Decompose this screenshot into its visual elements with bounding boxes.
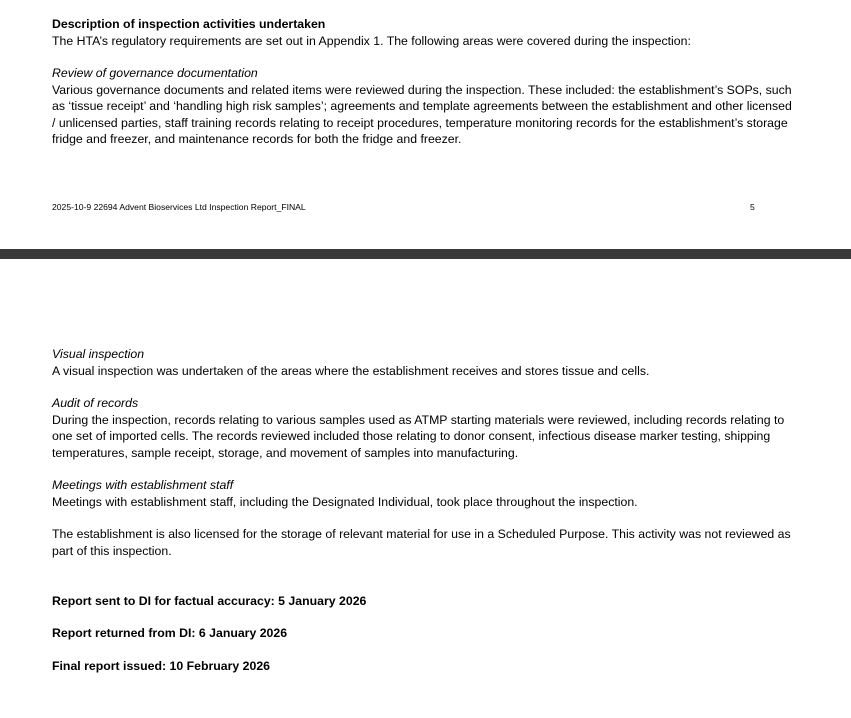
meetings-line: Meetings with establishment staff, including the Designated Individual, took place throughout the inspection.: [52, 494, 638, 509]
visual-inspection-title: Visual inspection: [52, 347, 145, 361]
footer-page-number: 5: [750, 202, 755, 212]
report-returned-date: Report returned from DI: 6 January 2026: [52, 626, 288, 640]
scheduled-purpose-line: part of this inspection.: [52, 543, 172, 558]
governance-line: fridge and freezer, and maintenance records for both the fridge and freezer.: [52, 132, 462, 147]
meetings-title: Meetings with establishment staff: [52, 478, 234, 492]
audit-line: one set of imported cells. The records reviewed included those relating to donor consent, infectious disease marker testing, shipping: [52, 429, 771, 444]
governance-line: as ‘tissue receipt’ and ‘handling high risk samples’; agreements and template agreements between the establishment and other licensed: [52, 99, 792, 114]
scheduled-purpose-section: [52, 526, 797, 559]
scheduled-purpose-line: The establishment is also licensed for the storage of relevant material for use in a Scheduled Purpose. This activity was not reviewed as: [52, 527, 791, 541]
final-report-issued-date: Final report issued: 10 February 2026: [52, 659, 271, 673]
activities-section: [52, 16, 797, 49]
report-sent-date: Report sent to DI for factual accuracy: 5 January 2026: [52, 594, 367, 608]
section-intro: The HTA’s regulatory requirements are set out in Appendix 1. The following areas were covered during the inspection:: [52, 33, 691, 48]
governance-line: Various governance documents and related items were reviewed during the inspection. These included: the establishment’s SOPs, such: [52, 82, 792, 97]
audit-title: Audit of records: [52, 396, 139, 410]
governance-title: Review of governance documentation: [52, 66, 258, 80]
governance-section: [52, 65, 797, 148]
visual-inspection-line: A visual inspection was undertaken of the areas where the establishment receives and stores tissue and cells.: [52, 363, 650, 378]
audit-line: temperatures, sample receipt, storage, and movement of samples into manufacturing.: [52, 445, 519, 460]
document-page-top: [0, 0, 851, 249]
page-separator: [0, 249, 851, 259]
document-page-bottom: [0, 259, 851, 718]
visual-inspection-section: [52, 346, 797, 379]
section-heading: Description of inspection activities undertaken: [52, 17, 326, 31]
audit-line: During the inspection, records relating to various samples used as ATMP starting materials were reviewed, including records relating to: [52, 412, 785, 427]
meetings-section: [52, 477, 797, 510]
governance-line: / unlicensed parties, staff training records relating to receipt procedures, temperature monitoring records for the establishment’s storage: [52, 115, 788, 130]
footer-document-name: 2025-10-9 22694 Advent Bioservices Ltd Inspection Report_FINAL: [52, 202, 306, 212]
audit-section: [52, 395, 797, 461]
